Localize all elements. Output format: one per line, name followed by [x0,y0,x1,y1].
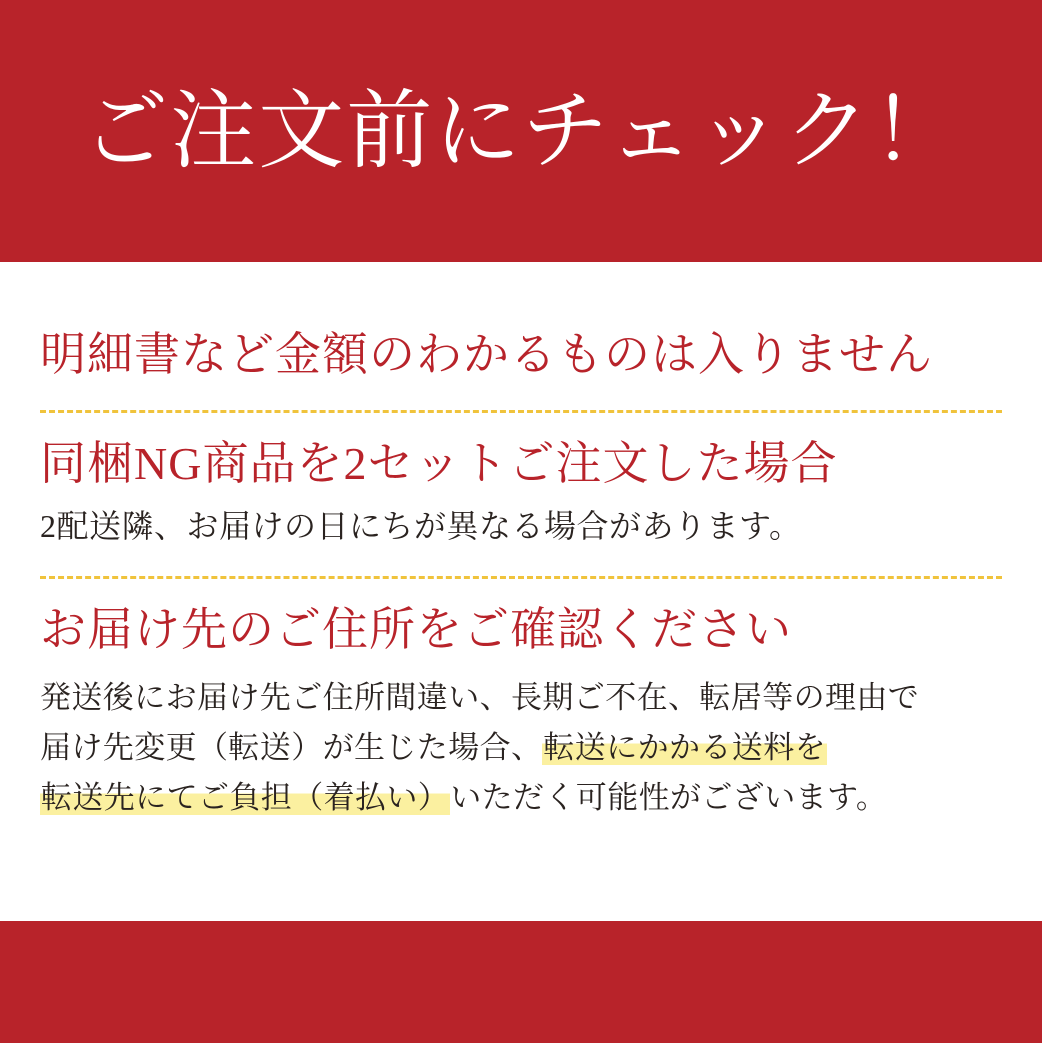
checklist-section-3 [40,601,1002,823]
checklist-section-1 [40,326,1002,384]
section-3-line-2-plain: 届け先変更（転送）が生じた場合、 [40,729,543,765]
section-3-line-3 [40,773,1002,823]
section-3-line-1-plain: 発送後にお届け先ご住所間違い、長期ご不在、転居等の理由で [40,679,920,715]
section-3-line-2 [40,723,1002,773]
checklist-section-2 [40,435,1002,551]
section-3-heading: お届け先のご住所をご確認ください [40,604,792,655]
section-2-subtext: 2配送隣、お届けの日にちが異なる場合があります。 [40,508,802,544]
section-3-line-2-highlight: 転送にかかる送料を [543,729,827,765]
section-divider-1 [40,410,1002,413]
banner-header [0,0,1042,262]
page-title: ご注文前にチェック！ [82,82,960,179]
section-3-line-3-plain: いただく可能性がございます。 [450,779,888,815]
checklist-content [0,262,1042,921]
section-3-line-3-highlight: 転送先にてご負担（着払い） [41,779,450,815]
section-2-heading: 同梱NG商品を2セットご注文した場合 [40,437,838,489]
section-3-line-1 [40,673,1002,723]
banner-footer [0,921,1042,1043]
section-divider-2 [40,576,1002,579]
section-1-heading: 明細書など金額のわかるものは入りません [40,329,933,380]
